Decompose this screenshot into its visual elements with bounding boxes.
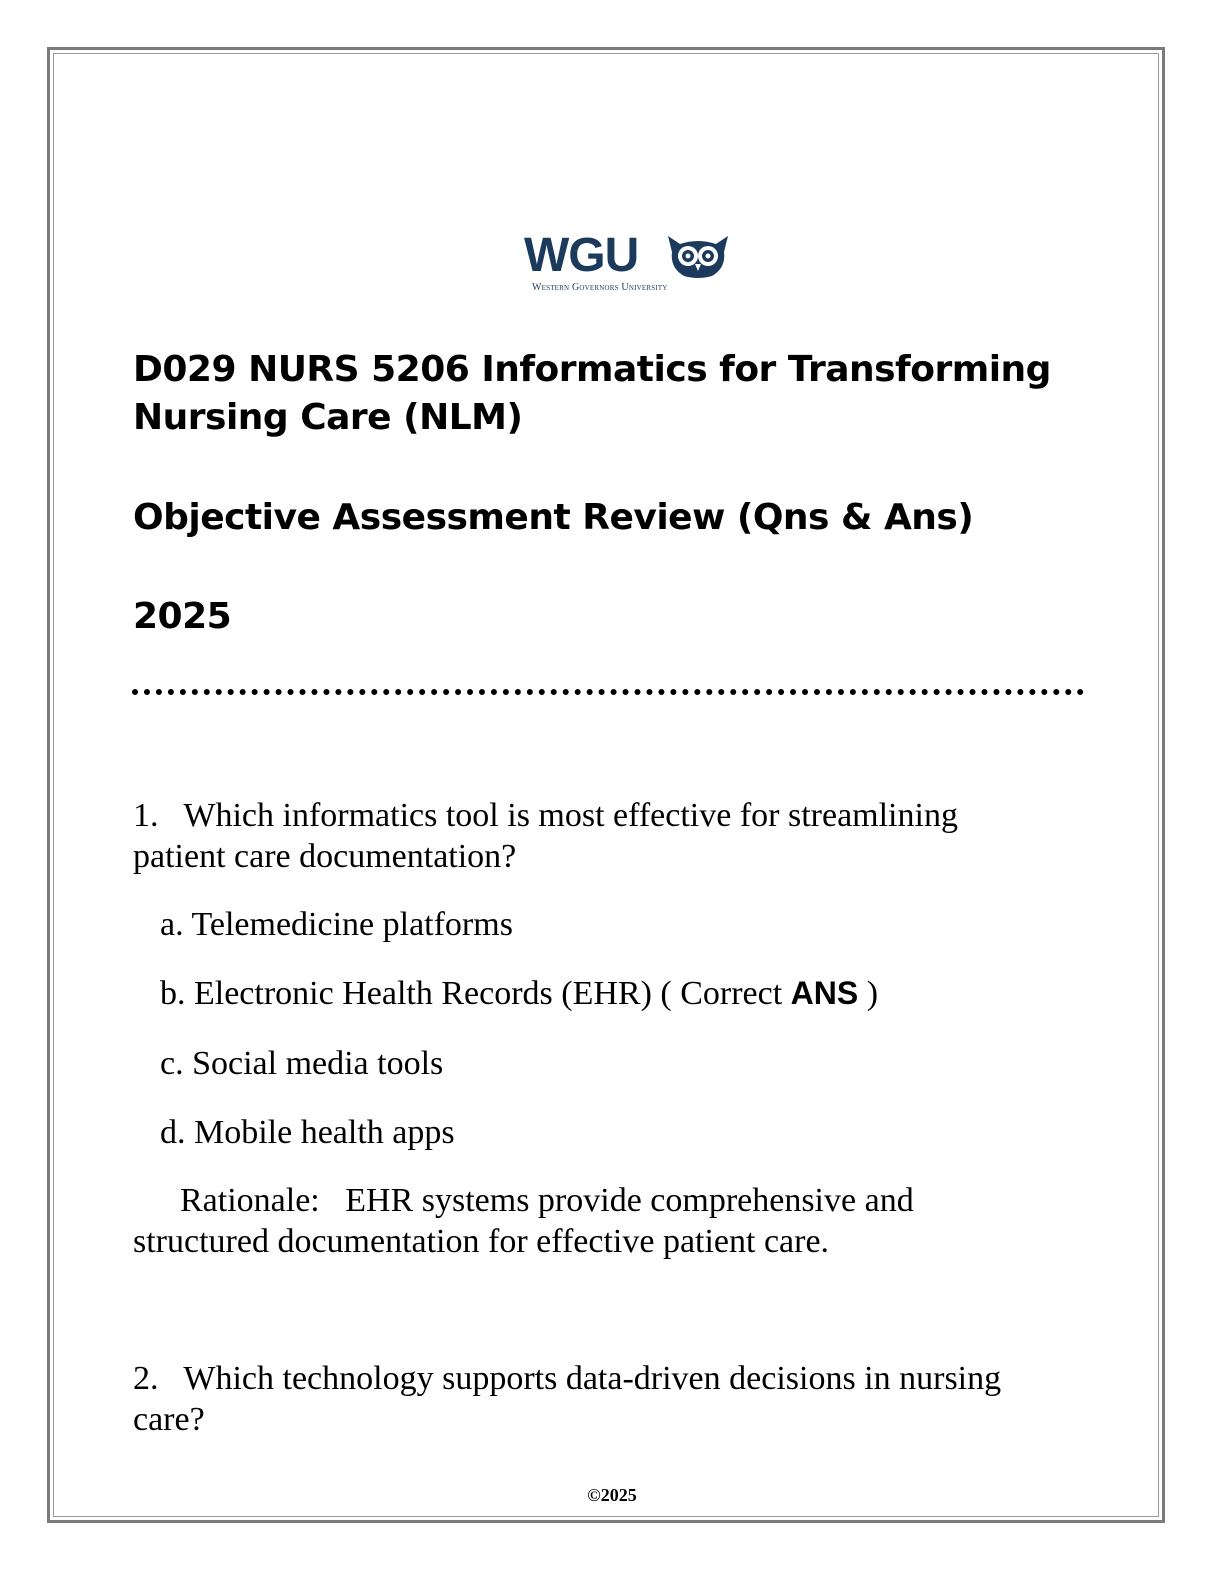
option-d <box>160 1112 455 1153</box>
question-1-number: 1. <box>133 797 159 834</box>
option-d-label: d. <box>160 1114 186 1151</box>
wgu-logo <box>524 229 734 296</box>
title-line-1: D029 NURS 5206 Informatics for Transforming <box>133 349 1051 390</box>
logo-wordmark: WGU <box>524 229 639 282</box>
correct-answer-tag: ANS <box>790 975 859 1011</box>
option-c-label: c. <box>160 1045 184 1082</box>
option-a-text: Telemedicine platforms <box>191 906 513 943</box>
rationale-label: Rationale: <box>180 1182 320 1219</box>
question-2-number: 2. <box>133 1360 159 1397</box>
option-d-text: Mobile health apps <box>194 1114 455 1151</box>
document-title <box>133 346 1093 442</box>
option-c <box>160 1043 443 1084</box>
title-line-2: Nursing Care (NLM) <box>133 397 523 438</box>
question-1-line-2: patient care documentation? <box>133 838 517 875</box>
option-c-text: Social media tools <box>192 1045 444 1082</box>
copyright-footer: ©2025 <box>587 1485 637 1505</box>
option-b-close: ) <box>866 975 879 1012</box>
option-b-label: b. <box>160 975 186 1012</box>
document-year: 2025 <box>133 596 232 637</box>
question-2-line-1 <box>133 1358 1001 1399</box>
option-a-label: a. <box>160 906 184 943</box>
document-subtitle: Objective Assessment Review (Qns & Ans) <box>133 497 974 538</box>
question-1-line-1 <box>133 795 958 836</box>
option-b <box>160 973 878 1014</box>
rationale-line-1 <box>180 1180 914 1221</box>
question-2-line-2: care? <box>133 1401 205 1438</box>
owl-icon <box>666 234 730 278</box>
logo-subtitle: Western Governors University <box>532 282 668 293</box>
question-2-text: Which technology supports data-driven decisions in nursing <box>183 1360 1002 1397</box>
option-a <box>160 904 513 945</box>
rationale-text: EHR systems provide comprehensive and <box>345 1182 914 1219</box>
option-b-text: Electronic Health Records (EHR) ( Correct <box>194 975 783 1012</box>
section-divider <box>132 689 1084 695</box>
rationale-line-2: structured documentation for effective patient care. <box>133 1223 830 1260</box>
question-1-text: Which informatics tool is most effective for streamlining <box>183 797 958 834</box>
